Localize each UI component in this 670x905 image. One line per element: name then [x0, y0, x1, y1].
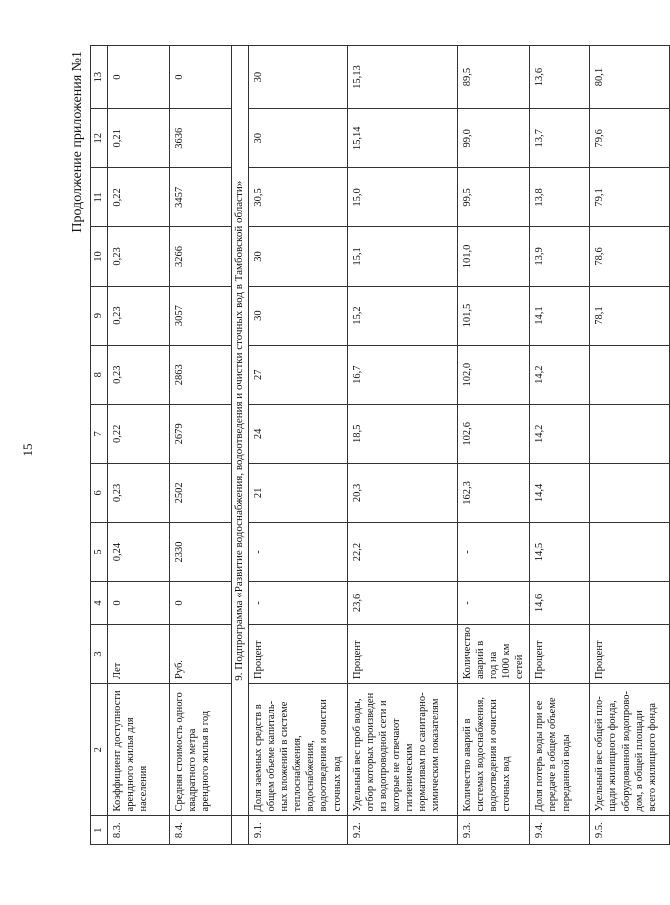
rotated-page-content [66, 45, 658, 845]
value-cell: 162,3 [457, 463, 530, 522]
value-cell: 15,1 [347, 227, 457, 286]
value-cell: 0,23 [108, 345, 170, 404]
value-cell: 3057 [170, 286, 232, 345]
table-row [457, 46, 530, 845]
value-cell: 30 [248, 109, 347, 168]
value-cell: 15,13 [347, 46, 457, 109]
section-row [232, 46, 249, 845]
value-cell: 23,6 [347, 582, 457, 625]
value-cell: 14,5 [530, 522, 590, 581]
table-row [108, 46, 170, 845]
column-number: 9 [91, 286, 108, 345]
value-cell: 78,6 [590, 227, 670, 286]
value-cell: 80,1 [590, 46, 670, 109]
unit: Лет [108, 624, 170, 683]
value-cell: 0 [108, 582, 170, 625]
value-cell: 15,14 [347, 109, 457, 168]
value-cell: 0,24 [108, 522, 170, 581]
column-number: 3 [91, 624, 108, 683]
table-row [590, 46, 670, 845]
value-cell: 99,5 [457, 168, 530, 227]
value-cell: 18,5 [347, 404, 457, 463]
indicator-name: Коэффициент доступности арендного жилья для населения [108, 683, 170, 815]
column-number: 2 [91, 683, 108, 815]
value-cell: 14,1 [530, 286, 590, 345]
value-cell: 0 [170, 582, 232, 625]
value-cell: 79,1 [590, 168, 670, 227]
value-cell: 0 [170, 46, 232, 109]
value-cell [590, 463, 670, 522]
value-cell: 102,6 [457, 404, 530, 463]
indicator-name: Количество аварий в системах водоснабжения, водоотведения и очистки сточных вод [457, 683, 530, 815]
value-cell: 30 [248, 227, 347, 286]
value-cell: 0,23 [108, 227, 170, 286]
value-cell: 30,5 [248, 168, 347, 227]
value-cell: 14,2 [530, 345, 590, 404]
value-cell: 14,2 [530, 404, 590, 463]
unit: Процент [530, 624, 590, 683]
value-cell: 78,1 [590, 286, 670, 345]
value-cell: 14,6 [530, 582, 590, 625]
value-cell: 2679 [170, 404, 232, 463]
value-cell: 0,22 [108, 168, 170, 227]
value-cell: 13,6 [530, 46, 590, 109]
value-cell: 24 [248, 404, 347, 463]
value-cell: - [248, 522, 347, 581]
column-number: 13 [91, 46, 108, 109]
value-cell: 3266 [170, 227, 232, 286]
column-number: 8 [91, 345, 108, 404]
value-cell: 22,2 [347, 522, 457, 581]
value-cell: 3636 [170, 109, 232, 168]
value-cell [590, 404, 670, 463]
column-number: 11 [91, 168, 108, 227]
value-cell: 16,7 [347, 345, 457, 404]
value-cell [590, 345, 670, 404]
value-cell: 0,23 [108, 463, 170, 522]
indicator-name: Средняя стоимость одного квадратного метра арендного жилья в год [170, 683, 232, 815]
header-row [91, 46, 108, 845]
section-title: 9. Подпрограмма «Развитие водоснабжения, водоотведения и очистки сточных вод в Тамбовской области» [232, 46, 249, 816]
value-cell: 21 [248, 463, 347, 522]
table-row [248, 46, 347, 845]
value-cell: - [457, 582, 530, 625]
unit: Руб. [170, 624, 232, 683]
value-cell: 101,5 [457, 286, 530, 345]
value-cell: 27 [248, 345, 347, 404]
column-number: 10 [91, 227, 108, 286]
value-cell: - [457, 522, 530, 581]
row-number: 9.2. [347, 816, 457, 845]
value-cell: 2330 [170, 522, 232, 581]
column-number: 1 [91, 816, 108, 845]
value-cell: 102,0 [457, 345, 530, 404]
value-cell: 2863 [170, 345, 232, 404]
row-number: 9.4. [530, 816, 590, 845]
value-cell: 3457 [170, 168, 232, 227]
column-number: 5 [91, 522, 108, 581]
value-cell: 30 [248, 286, 347, 345]
row-number: 9.1. [248, 816, 347, 845]
value-cell: - [248, 582, 347, 625]
value-cell: 89,5 [457, 46, 530, 109]
value-cell [590, 522, 670, 581]
table-row [347, 46, 457, 845]
value-cell: 13,8 [530, 168, 590, 227]
table-row [170, 46, 232, 845]
value-cell: 30 [248, 46, 347, 109]
column-number: 7 [91, 404, 108, 463]
value-cell: 0 [108, 46, 170, 109]
indicator-name: Доля потерь воды при ее передаче в общем объеме переданной воды [530, 683, 590, 815]
row-number: 9.3. [457, 816, 530, 845]
continuation-label: Продолжение приложения №1 [70, 51, 85, 233]
unit: Количество аварий в год на 1000 км сетей [457, 624, 530, 683]
value-cell: 20,3 [347, 463, 457, 522]
table-row [530, 46, 590, 845]
value-cell: 15,0 [347, 168, 457, 227]
page-number: 15 [20, 443, 35, 457]
row-number: 8.4. [170, 816, 232, 845]
section-spacer [232, 816, 249, 845]
value-cell: 0,23 [108, 286, 170, 345]
value-cell: 99,0 [457, 109, 530, 168]
indicators-table [90, 45, 670, 845]
value-cell: 79,6 [590, 109, 670, 168]
value-cell: 14,4 [530, 463, 590, 522]
unit: Процент [590, 624, 670, 683]
value-cell [590, 582, 670, 625]
value-cell: 2502 [170, 463, 232, 522]
value-cell: 0,21 [108, 109, 170, 168]
column-number: 6 [91, 463, 108, 522]
value-cell: 0,22 [108, 404, 170, 463]
indicator-name: Удельный вес общей пло-щади жилищного фонда, оборудованной водопрово-дом, в общей площади всего жилищного фонда [590, 683, 670, 815]
value-cell: 101,0 [457, 227, 530, 286]
column-number: 12 [91, 109, 108, 168]
value-cell: 13,9 [530, 227, 590, 286]
value-cell: 13,7 [530, 109, 590, 168]
column-number: 4 [91, 582, 108, 625]
unit: Процент [248, 624, 347, 683]
indicator-name: Доля заемных средств в общем объеме капиталь-ных вложений в системе теплоснабжения, водоснабжения, водоотведения и очистки сточных вод [248, 683, 347, 815]
unit: Процент [347, 624, 457, 683]
row-number: 9.5. [590, 816, 670, 845]
value-cell: 15,2 [347, 286, 457, 345]
indicator-name: Удельный вес проб воды, отбор которых произведен из водопроводной сети и которые не отвечают гигиеническим нормативам по санитарно-химическим показателям [347, 683, 457, 815]
table-body [91, 46, 670, 845]
row-number: 8.3. [108, 816, 170, 845]
